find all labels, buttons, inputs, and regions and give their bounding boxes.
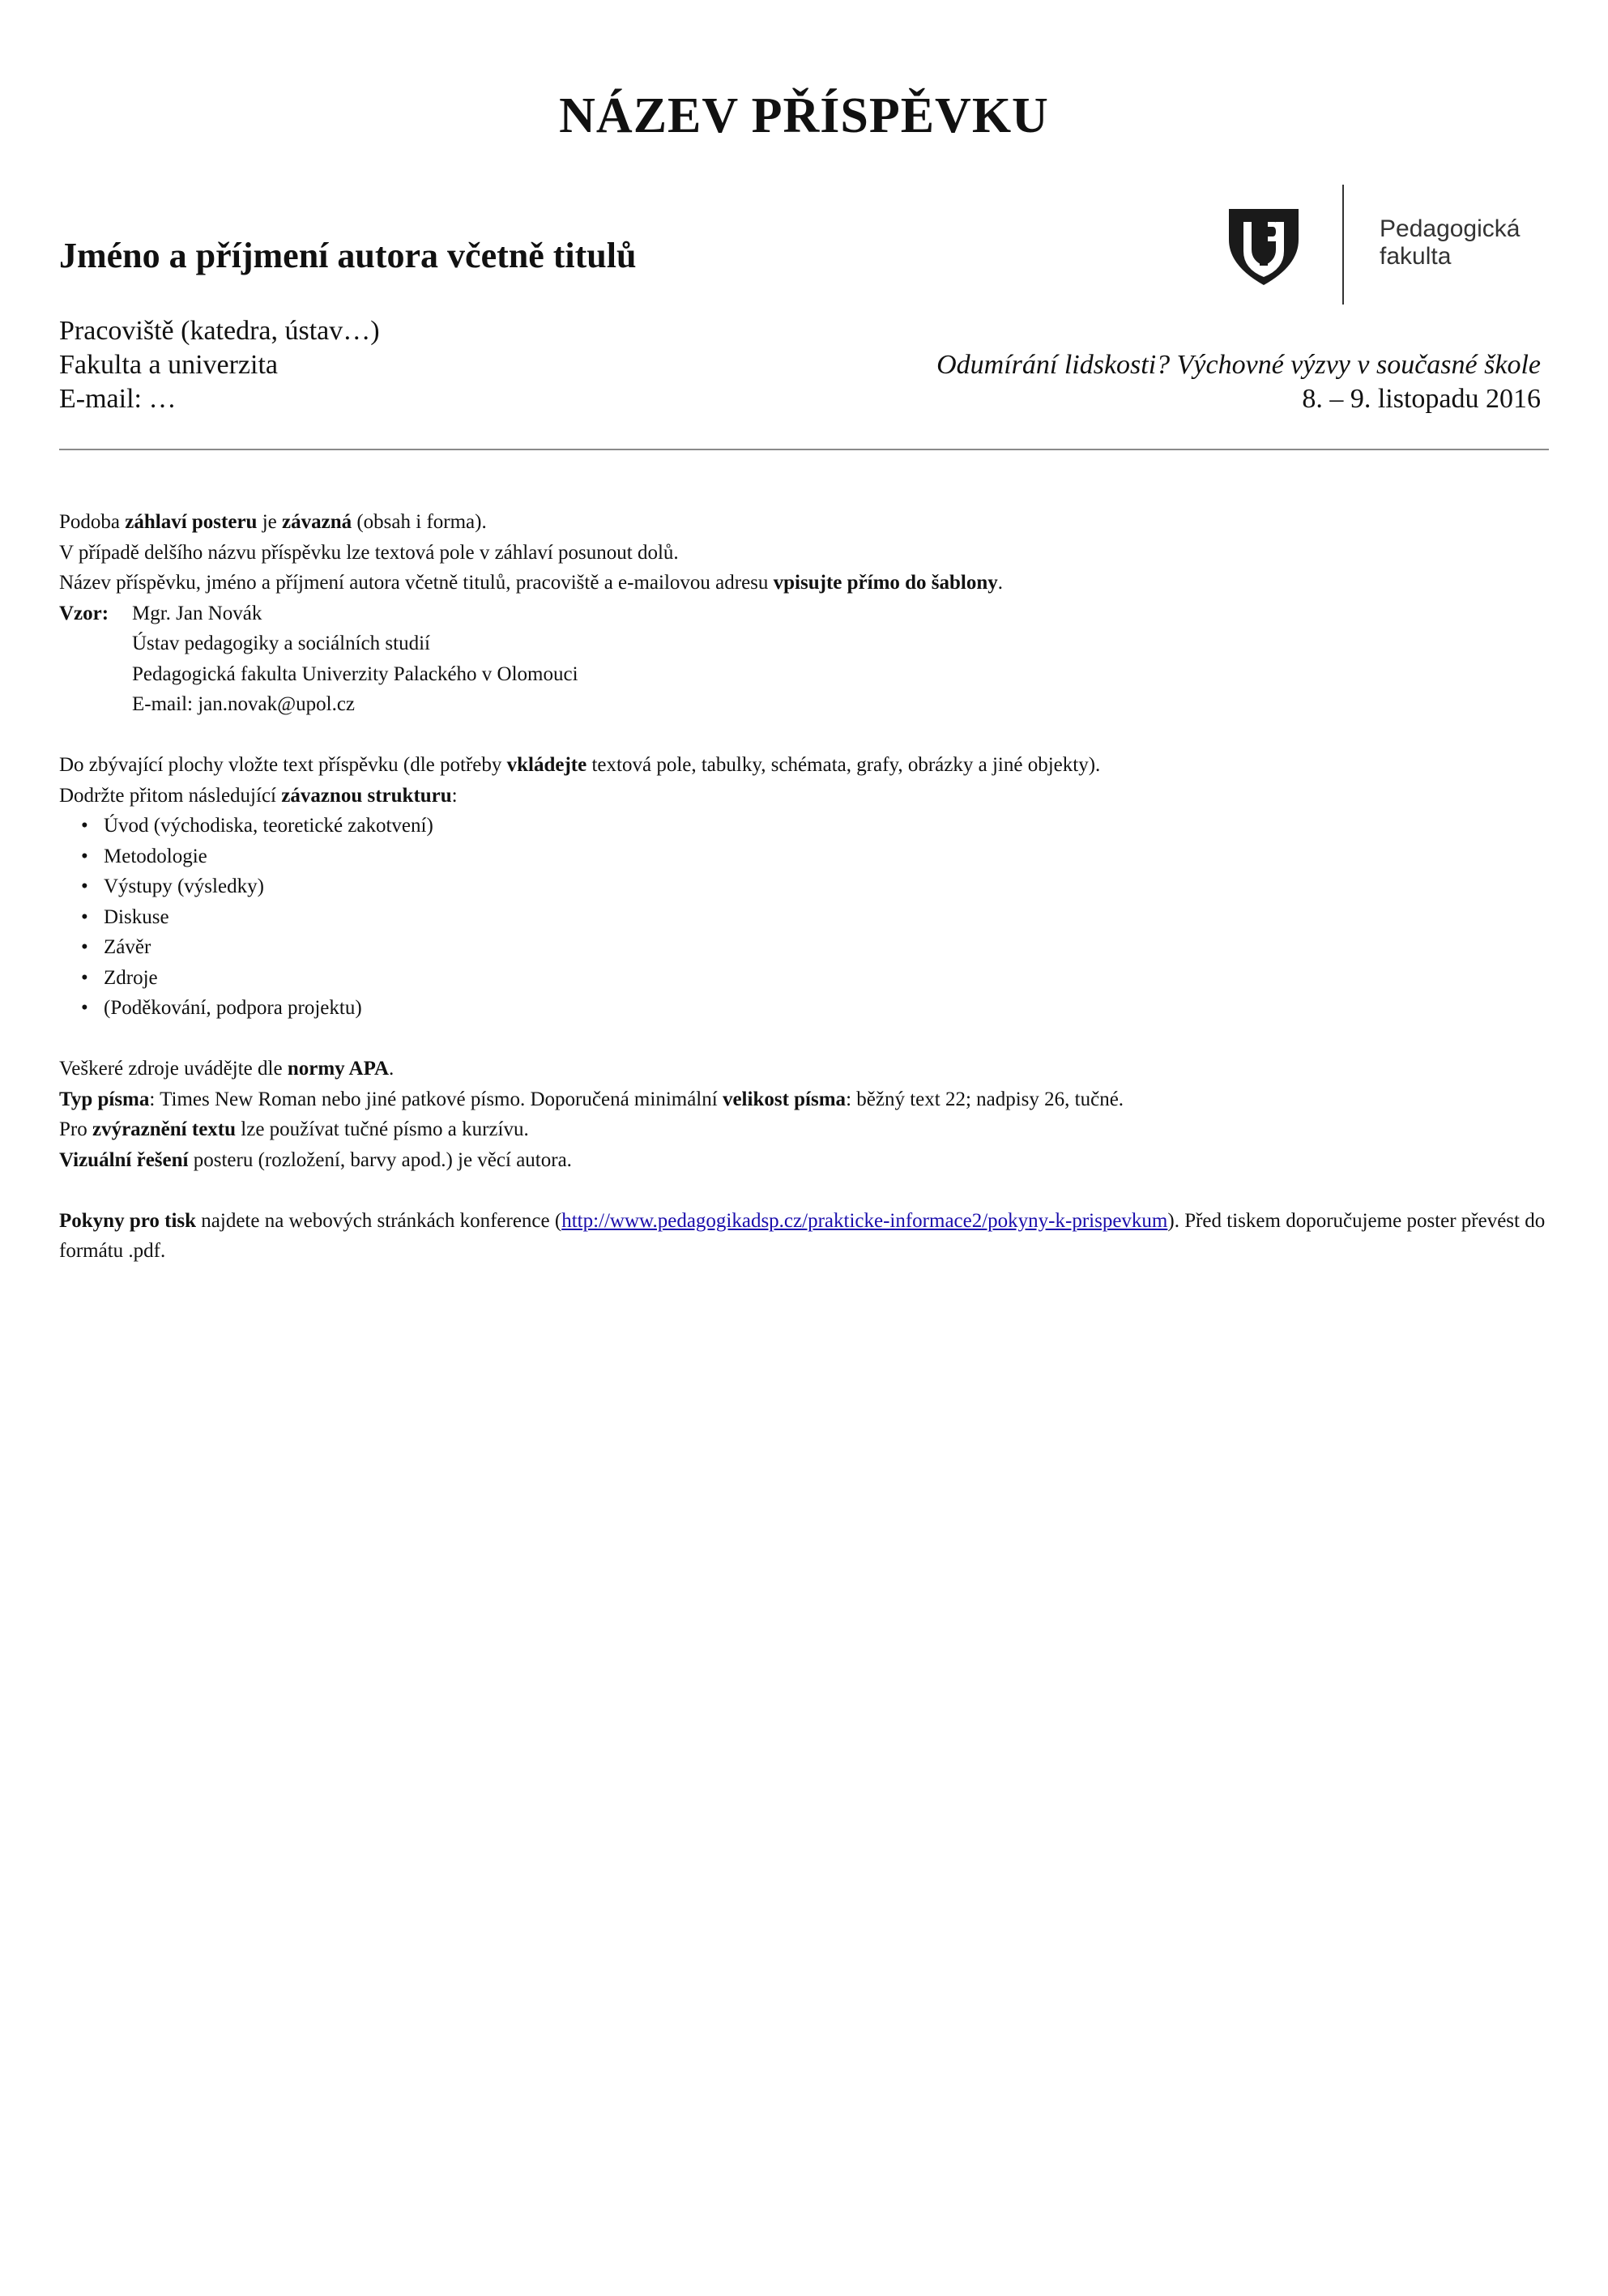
text-run-bold: vkládejte (506, 754, 587, 776)
text-run: posteru (rozložení, barvy apod.) je věcí autora. (188, 1148, 572, 1171)
instructions-body (59, 507, 1550, 1267)
list-item: • Metodologie (104, 841, 1550, 872)
example-line-3: Pedagogická fakulta Univerzity Palackého v Olomouci (132, 662, 578, 685)
conference-name: Odumírání lidskosti? Výchovné výzvy v současné škole (936, 350, 1541, 380)
text-run: : Times New Roman nebo jiné patkové písmo. Doporučená minimální (149, 1088, 723, 1110)
example-block (59, 598, 1550, 629)
instruction-structure (59, 781, 1550, 811)
text-run: : (451, 784, 458, 807)
example-line-4: E-mail: jan.novak@upol.cz (132, 693, 356, 715)
text-run-bold: Typ písma (59, 1088, 150, 1110)
instruction-visual (59, 1145, 1550, 1176)
example-line-2: Ústav pedagogiky a sociálních studií (132, 633, 430, 654)
structure-list (59, 811, 1550, 1024)
text-run-bold: normy APA (287, 1058, 390, 1080)
list-item: • Zdroje (104, 963, 1550, 994)
text-run-bold: Vizuální řešení (59, 1148, 189, 1171)
affiliation-email: E-mail: … (59, 384, 177, 414)
instruction-content (59, 750, 1550, 781)
text-run: Podoba (59, 511, 126, 533)
page-title: NÁZEV PŘÍSPĚVKU (559, 88, 1049, 143)
text-run: lze používat tučné písmo a kurzívu. (236, 1118, 529, 1140)
text-run-bold: velikost písma (722, 1088, 847, 1110)
logo-text-line1: Pedagogická (1380, 215, 1521, 242)
instruction-emphasis (59, 1114, 1550, 1145)
list-item: • Závěr (104, 932, 1550, 963)
conference-date: 8. – 9. listopadu 2016 (1302, 384, 1541, 414)
instruction-header-mandatory (59, 507, 1550, 538)
conference-info (936, 348, 1541, 416)
logo-text-line2: fakulta (1380, 243, 1452, 270)
example-line-1: Mgr. Jan Novák (132, 602, 262, 624)
list-item: • Diskuse (104, 902, 1550, 933)
affiliation-department: Pracoviště (katedra, ústav…) (59, 316, 380, 346)
affiliation-block (59, 314, 380, 416)
instruction-citations (59, 1054, 1550, 1084)
example-label: Vzor: (59, 602, 109, 624)
list-item: • (Poděkování, podpora projektu) (104, 993, 1550, 1024)
affiliation-faculty: Fakulta a univerzita (59, 350, 279, 380)
text-run: : běžný text 22; nadpisy 26, tučné. (846, 1088, 1124, 1110)
print-instructions-link[interactable]: http://www.pedagogikadsp.cz/prakticke-informace2/pokyny-k-prispevkum (561, 1209, 1168, 1232)
text-run: textová pole, tabulky, schémata, grafy, obrázky a jiné objekty). (586, 754, 1101, 776)
list-item: • Výstupy (výsledky) (104, 871, 1550, 902)
logo-divider (1342, 185, 1344, 305)
instruction-font (59, 1084, 1550, 1115)
text-run-bold: zvýraznění textu (92, 1118, 237, 1140)
text-run: najdete na webových stránkách konference ( (196, 1209, 562, 1232)
text-run-bold: závaznou strukturu (281, 784, 452, 807)
up-shield-icon (1227, 207, 1300, 287)
text-run-bold: záhlaví posteru (125, 511, 258, 533)
faculty-logo (1227, 185, 1519, 306)
list-item: • Úvod (východiska, teoretické zakotvení) (104, 811, 1550, 841)
text-run: Veškeré zdroje uvádějte dle (59, 1058, 288, 1080)
text-run-bold: závazná (282, 511, 352, 533)
text-run: Pro (59, 1118, 92, 1140)
instruction-print (59, 1206, 1550, 1267)
text-run: (obsah i forma). (352, 511, 487, 533)
text-run: ). Před tiskem doporučujeme poster převést do formátu .pdf. (59, 1209, 1546, 1262)
text-run-bold: vpisujte přímo do šablony (773, 572, 998, 594)
instruction-fill-template (59, 568, 1550, 598)
instruction-long-title: V případě delšího názvu příspěvku lze textová pole v záhlaví posunout dolů. (59, 541, 679, 564)
author-name: Jméno a příjmení autora včetně titulů (59, 236, 637, 275)
example-lines (132, 628, 1550, 720)
text-run: Dodržte přitom následující (59, 784, 282, 807)
text-run: Název příspěvku, jméno a příjmení autora včetně titulů, pracoviště a e-mailovou adresu (59, 572, 774, 594)
text-run: . (389, 1058, 395, 1080)
header-divider (59, 449, 1549, 450)
text-run: Do zbývající plochy vložte text příspěvku (dle potřeby (59, 754, 507, 776)
text-run-bold: Pokyny pro tisk (59, 1209, 197, 1232)
logo-text (1380, 215, 1520, 270)
text-run: . (997, 572, 1004, 594)
text-run: je (257, 511, 282, 533)
